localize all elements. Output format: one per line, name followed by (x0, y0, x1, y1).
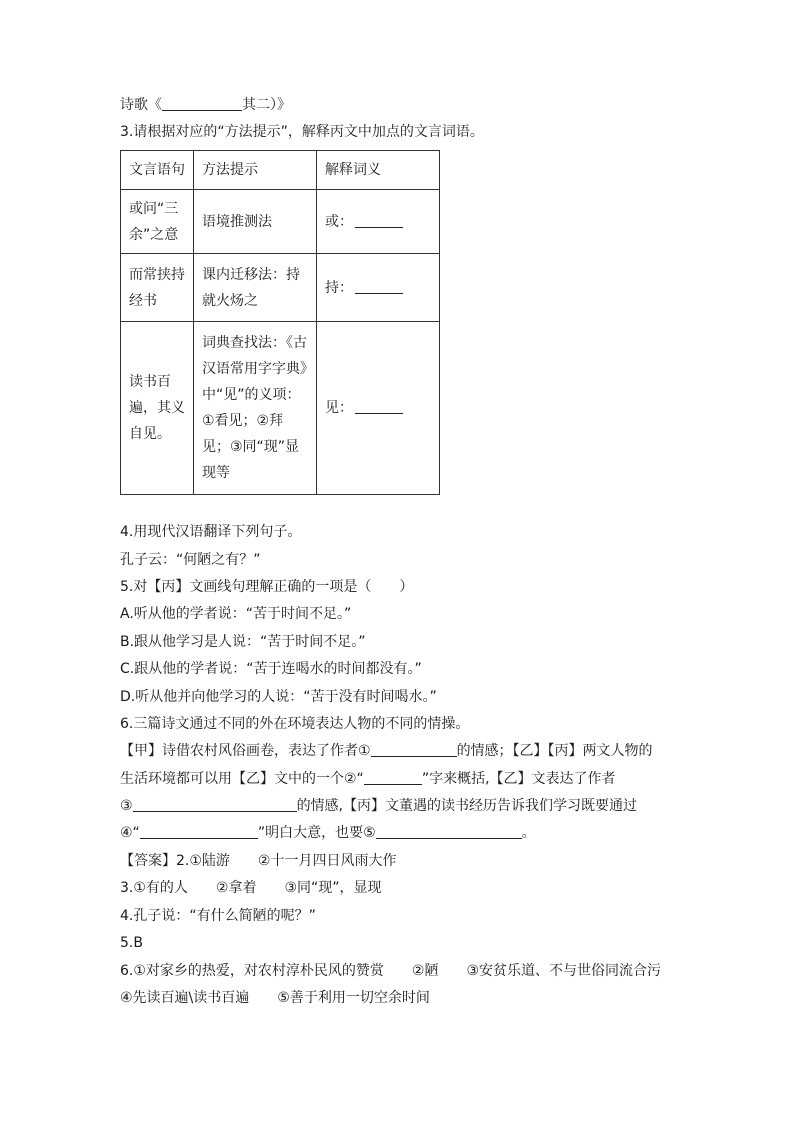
poem-blank (162, 96, 242, 111)
meaning-label: 或： (325, 213, 353, 230)
meaning-label: 见： (325, 400, 353, 416)
answer-blank (355, 399, 403, 414)
sentence-cell: 读书百遍，其义自见。 (121, 322, 194, 495)
q5-title: 5.对【丙】文画线句理解正确的一项是（ ） (120, 579, 414, 595)
table-header-row (121, 151, 440, 190)
answer-line-5: 6.①对家乡的热爱，对农村淳朴民风的赞赏 ②陋 ③安贫乐道、不与世俗同流合污 (120, 963, 662, 979)
table-header-cell: 文言语句 (121, 151, 194, 190)
q6-line-2 (120, 770, 616, 788)
meaning-cell (317, 254, 440, 322)
answer-line-6: ④先读百遍\读书百遍 ⑤善于利用一切空余时间 (120, 990, 430, 1006)
q6-text: 生活环境都可以用【乙】文中的一个②“ (120, 771, 364, 787)
q6-text: 的情感,【丙】文董遇的读书经历告诉我们学习既要通过 (296, 798, 638, 814)
q6-title: 6.三篇诗文通过不同的外在环境表达人物的不同的情操。 (120, 716, 470, 732)
method-cell: 课内迁移法：持就火炀之 (194, 254, 317, 322)
q6-text: 【甲】诗借农村风俗画卷，表达了作者① (120, 743, 371, 759)
q6-line-1 (120, 742, 653, 760)
sentence-cell: 而常挟持经书 (121, 254, 194, 322)
q5-option-a: A.听从他的学者说：“苦于时间不足。” (120, 606, 352, 622)
q6-text: ”明白大意，也要⑤ (257, 825, 376, 841)
q3-title: 3.请根据对应的“方法提示”，解释丙文中加点的文言词语。 (120, 124, 484, 140)
q6-text: 。 (521, 825, 536, 841)
q5-option-d: D.听从他并向他学习的人说：“苦于没有时间喝水。” (120, 689, 437, 705)
meaning-cell (317, 322, 440, 495)
method-cell: 语境推测法 (194, 190, 317, 254)
table-header-cell: 方法提示 (194, 151, 317, 190)
poem-prefix: 诗歌《 (120, 97, 162, 113)
answer-blank-3 (133, 797, 297, 812)
q6-text: ”字来概括,【乙】文表达了作者 (421, 771, 616, 787)
q6-text: ③ (120, 798, 133, 814)
poem-title-line (120, 96, 291, 114)
answer-blank-4 (140, 824, 258, 839)
answer-blank-1 (371, 742, 457, 757)
table-row (121, 254, 440, 322)
poem-suffix: 其二）》 (242, 97, 291, 113)
meaning-cell (317, 190, 440, 254)
table-header-cell: 解释词义 (317, 151, 440, 190)
q6-text: 的情感；【乙】【丙】两文人物的 (456, 743, 653, 759)
q5-option-b: B.跟从他学习是人说：“苦于时间不足。” (120, 634, 366, 650)
table-row (121, 190, 440, 254)
q4-sentence: 孔子云：“何陋之有？” (120, 552, 261, 568)
answer-line-2: 3.①有的人 ②拿着 ③同“现”，显现 (120, 880, 382, 896)
q4-title: 4.用现代汉语翻译下列句子。 (120, 524, 302, 540)
method-cell: 词典查找法：《古汉语常用字字典》中“见”的义项：①看见；②拜见；③同“现”显现等 (194, 322, 317, 495)
sentence-cell: 或问“三余”之意 (121, 190, 194, 254)
q6-line-3 (120, 797, 637, 815)
answer-blank (355, 279, 403, 294)
vocabulary-table (120, 150, 440, 495)
answer-blank-2 (364, 770, 422, 785)
answer-line-1: 【答案】2.①陆游 ②十一月四日风雨大作 (120, 853, 397, 869)
q6-line-4 (120, 824, 536, 842)
answer-line-3: 4.孔子说：“有什么简陋的呢？” (120, 908, 316, 924)
meaning-label: 持： (325, 279, 353, 296)
answer-line-4: 5.B (120, 935, 143, 951)
q6-text: ④“ (120, 825, 140, 841)
answer-blank-5 (376, 824, 522, 839)
q5-option-c: C.跟从他的学者说：“苦于连喝水的时间都没有。” (120, 661, 422, 677)
answer-blank (355, 213, 403, 228)
table-row (121, 322, 440, 495)
